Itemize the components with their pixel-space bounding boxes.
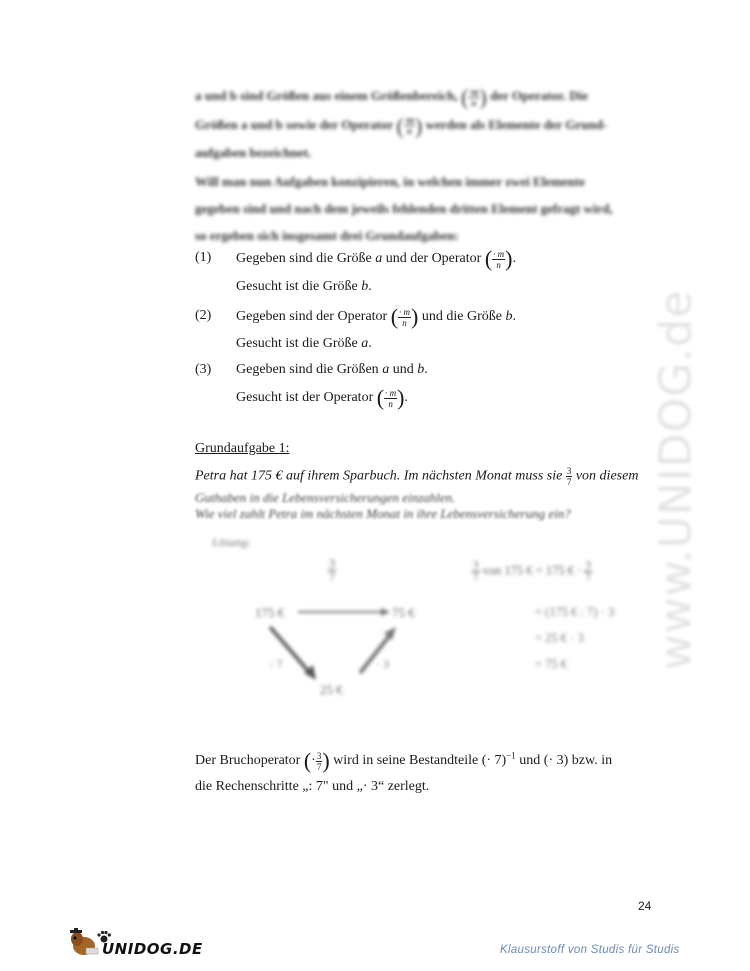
intro-paragraph-1: a und b sind Größen aus einem Größenbereich, ( $\frac{\cdot m}{n}$ ) der Operator. Die Größen a und b sowie der Operator ( $\frac{\cdot m}{n}$ ) werden als Elemente der Grund- aufgaben bezeichnet.	[195, 84, 608, 161]
intro-paragraph-2: Will man nun Aufgaben konzipieren, in welchen immer zwei Elemente gegeben sind und nach dem jeweils fehlenden dritten Element gefragt wird, so ergeben sich insgesamt drei Grundaufgaben:	[195, 174, 613, 243]
calc-line-3: = 25 € · 3	[535, 631, 584, 645]
bottom-line-2: die Rechenschritte „: 7" und „· 3“ zerlegt.	[195, 779, 430, 794]
page-number: 24	[638, 899, 652, 913]
item-2-sought: Gesucht ist die Größe a.	[236, 336, 372, 351]
footer-logo	[66, 928, 203, 963]
task-line-1: Petra hat 175 € auf ihrem Sparbuch. Im nächsten Monat muss sie $\frac{3}{7}$ von diesem	[195, 466, 639, 487]
op-left: : 7	[270, 657, 283, 671]
node-left: 175 €	[255, 605, 285, 620]
item-2-given: Gegeben sind der Operator ( $\frac{\cdot m}{n}$ ) und die Größe b.	[236, 304, 516, 329]
arrow-top-head	[381, 608, 390, 616]
node-bottom: 25 €	[320, 682, 343, 697]
item-3-given: Gegeben sind die Größen a und b.	[236, 362, 428, 377]
dog-icon	[66, 928, 100, 958]
task-line-2: Guthaben in die Lebensversicherungen einzahlen.	[195, 490, 456, 505]
item-2-number: (2)	[195, 308, 212, 323]
solution-diagram	[200, 535, 660, 705]
footer-tagline: Klausurstoff von Studis für Studis	[500, 944, 680, 956]
solution-label: Lösung:	[212, 535, 252, 549]
task-line-3: Wie viel zahlt Petra im nächsten Monat in ihre Lebensversicherung ein?	[195, 506, 571, 521]
calc-line-1: $\frac{3}{7}$ von 175 € = 175 € · $\frac{3}{7}$	[473, 559, 591, 584]
calc-line-2: = (175 € : 7) · 3	[535, 605, 615, 619]
item-1-given: Gegeben sind die Größe a und der Operator ( $\frac{\cdot m}{n}$ ).	[236, 246, 516, 271]
item-3-sought: Gesucht ist der Operator ( $\frac{\cdot m}{n}$ ).	[236, 385, 408, 410]
item-3-number: (3)	[195, 362, 212, 377]
top-operator-fraction: $\frac{3}{7}$	[329, 556, 335, 584]
op-right: · 3	[376, 657, 389, 671]
item-1-sought: Gesucht ist die Größe b.	[236, 279, 372, 294]
watermark-text: www.UNIDOG.de	[650, 289, 702, 671]
calc-line-4: = 75 €	[535, 657, 568, 671]
item-1-number: (1)	[195, 250, 212, 265]
task-heading: Grundaufgabe 1:	[195, 441, 290, 456]
node-right: 75 €	[392, 605, 415, 620]
bottom-line-1: Der Bruchoperator (· $\frac{3}{7}$ ) wird in seine Bestandteile (· 7)$^{-1}$ und (· 3) bzw. in	[195, 748, 613, 773]
footer-logo-text: UNIDOG.DE	[102, 940, 203, 958]
